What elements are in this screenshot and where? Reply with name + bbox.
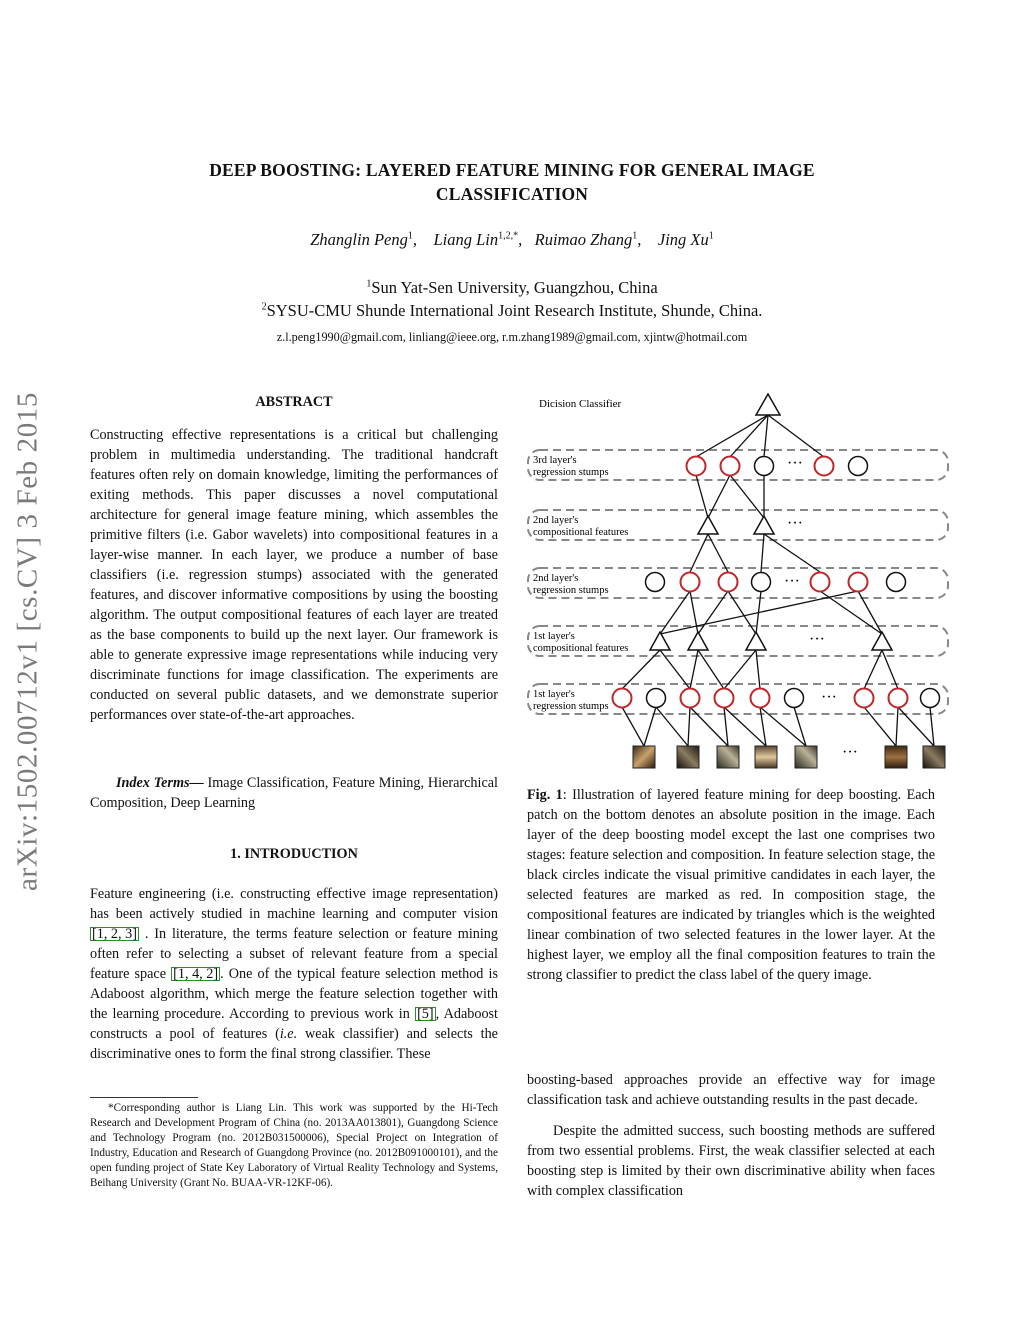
band-label-line: regression stumps xyxy=(533,585,609,596)
ellipsis: ··· xyxy=(787,455,803,472)
introduction-heading: 1. INTRODUCTION xyxy=(230,846,358,862)
figure-top-label: Dicision Classifier xyxy=(539,398,622,410)
ellipsis: ··· xyxy=(821,689,837,706)
composition-triangle xyxy=(754,516,774,534)
stump-selected xyxy=(681,573,700,592)
figure-1 xyxy=(524,382,960,774)
paper-title xyxy=(0,158,1024,206)
footnote-rule xyxy=(90,1097,198,1098)
abstract-text: Constructing effective representations is a critical but challenging problem in multimedia understanding. The traditional handcraft features often rely on domain knowledge, limiting the performances of exiting methods. This paper discusses a novel computational architecture for general image feature mining, which assembles the primitive filters (i.e. Gabor wavelets) into compositional features in a layer-wise manner. In each layer, we produce a number of base classifiers (i.e. regression stumps) associated with the generated features, and discover informative compositions by using the boosting algorithm. The output compositional features of each layer are treated as the base components to build up the next layer. Our framework is able to generate expressive image representations while inducing very discriminate functions for image classification. The experiments are conducted on several public datasets, and we demonstrate superior performances over state-of-the-art approaches. xyxy=(90,427,498,723)
citation-link[interactable]: [1, 2, 3] xyxy=(92,926,137,942)
citation-link[interactable]: [5] xyxy=(417,1006,434,1022)
paragraph: Despite the admitted success, such boosting methods are suffered from two essential problems. First, the weak classifier selected at each boosting step is limited by their own discriminative ability when faces with complex classification xyxy=(527,1123,935,1199)
paragraph: boosting-based approaches provide an effective way for image classification task and achieve outstanding results in the past decade. xyxy=(527,1072,935,1108)
caption-text: : Illustration of layered feature mining for deep boosting. Each patch on the bottom denotes an absolute position in the image. Each layer of the deep boosting model except the last one comprises two stages: feature selection and composition. In feature selection stage, the black circles indicate the visual primitive candidates in each layer, the selected features are marked as red. In composition stage, the compositional features are indicated by triangles which is the weighted linear combination of two selected features in the lower layer. At the highest layer, we employ all the final composition features to train the strong classifier to predict the class label of the query image. xyxy=(527,787,935,983)
image-patch xyxy=(677,746,699,768)
stump-selected xyxy=(751,689,770,708)
band-label-line: 2nd layer's xyxy=(533,515,579,526)
affiliation-1: $^1$Sun Yat-Sen University, Guangzhou, China xyxy=(366,278,658,297)
ellipsis: ··· xyxy=(842,744,858,761)
citation-link[interactable]: [1, 4, 2] xyxy=(173,966,219,982)
band-label-line: compositional features xyxy=(533,643,629,654)
image-patch xyxy=(795,746,817,768)
stump-selected xyxy=(721,457,740,476)
decision-classifier-triangle xyxy=(756,394,780,415)
composition-triangle xyxy=(698,516,718,534)
stump-candidate xyxy=(921,689,940,708)
image-patch xyxy=(885,746,907,768)
stump-candidate xyxy=(755,457,774,476)
composition-triangle xyxy=(650,632,670,650)
image-patch xyxy=(923,746,945,768)
abstract-body xyxy=(90,425,498,725)
affiliation-2: $^2$SYSU-CMU Shunde International Joint Research Institute, Shunde, China. xyxy=(261,301,763,320)
image-patch xyxy=(755,746,777,768)
stump-selected xyxy=(613,689,632,708)
stump-selected xyxy=(849,573,868,592)
band-label-line: 1st layer's xyxy=(533,689,575,700)
figure-caption xyxy=(527,785,935,985)
band-label-line: 1st layer's xyxy=(533,631,575,642)
stump-candidate xyxy=(785,689,804,708)
stump-selected xyxy=(889,689,908,708)
abstract-heading: ABSTRACT xyxy=(255,394,333,410)
band-label-line: 3rd layer's xyxy=(533,455,577,466)
author-emails: z.l.peng1990@gmail.com, linliang@ieee.org, r.m.zhang1989@gmail.com, xjintw@hotmail.com xyxy=(276,330,748,344)
index-terms-text: Image Classification, Feature Mining, Hierarchical Composition, Deep Learning xyxy=(90,775,498,811)
band-label-line: compositional features xyxy=(533,527,629,538)
ellipsis: ··· xyxy=(809,631,825,648)
stump-candidate xyxy=(646,573,665,592)
author: Jing Xu$^1$ xyxy=(657,230,714,249)
stump-candidate xyxy=(752,573,771,592)
stump-selected xyxy=(719,573,738,592)
author-list xyxy=(0,230,1024,250)
caption-label: Fig. 1 xyxy=(527,787,563,803)
introduction-body: Feature engineering (i.e. constructing effective image representation) has been actively studied in machine learning and computer vision [1, 2, 3] . In literature, the terms feature selection or feature mining often refer to selecting a subset of relevant feature from a special feature space [1, 4, 2] . One of the typical feature selection method is Adaboost algorithm, which merge the feature selection together with the learning procedure. According to previous work in [5] , Adaboost constructs a pool of features (i.e. weak classifier) and selects the discriminative ones to form the final strong classifier. These xyxy=(90,886,498,1062)
stump-selected xyxy=(855,689,874,708)
stump-candidate xyxy=(849,457,868,476)
stump-selected xyxy=(681,689,700,708)
author: Liang Lin$^{1,2,*}$, xyxy=(433,230,523,249)
title-line-2: CLASSIFICATION xyxy=(435,184,589,204)
band-label-line: regression stumps xyxy=(533,467,609,478)
ellipsis: ··· xyxy=(787,515,803,532)
stump-selected xyxy=(811,573,830,592)
index-terms-label: Index Terms— xyxy=(116,775,204,791)
title-line-1: DEEP BOOSTING: LAYERED FEATURE MINING FOR GENERAL IMAGE xyxy=(209,160,815,180)
band-label-line: regression stumps xyxy=(533,701,609,712)
composition-triangle xyxy=(746,632,766,650)
index-terms xyxy=(90,773,498,813)
author: Zhanglin Peng$^1$, xyxy=(310,230,417,249)
stump-candidate xyxy=(887,573,906,592)
band-label-line: 2nd layer's xyxy=(533,573,579,584)
author: Ruimao Zhang$^1$, xyxy=(534,230,642,249)
stump-candidate xyxy=(647,689,666,708)
image-patch xyxy=(717,746,739,768)
arxiv-identifier: arXiv:1502.00712v1 [cs.CV] 3 Feb 2015 xyxy=(11,391,44,892)
composition-triangle xyxy=(872,632,892,650)
image-patch xyxy=(633,746,655,768)
stump-selected xyxy=(815,457,834,476)
footnote: *Corresponding author is Liang Lin. This work was supported by the Hi-Tech Research and Development Program of China (no. 2013AA013801), Guangdong Science and Technology Program (no. 2012B031500006), Special Project on Integration of Industry, Education and Research of Guangdong Province (no. 2012B091000101), and the open funding project of State Key Laboratory of Virtual Reality Technology and Systems, Beihang University (Grant No. BUAA-VR-12KF-06). xyxy=(90,1102,498,1189)
ellipsis: ··· xyxy=(784,573,800,590)
stump-selected xyxy=(687,457,706,476)
right-column-body xyxy=(527,1070,935,1201)
stump-selected xyxy=(715,689,734,708)
composition-triangle xyxy=(688,632,708,650)
